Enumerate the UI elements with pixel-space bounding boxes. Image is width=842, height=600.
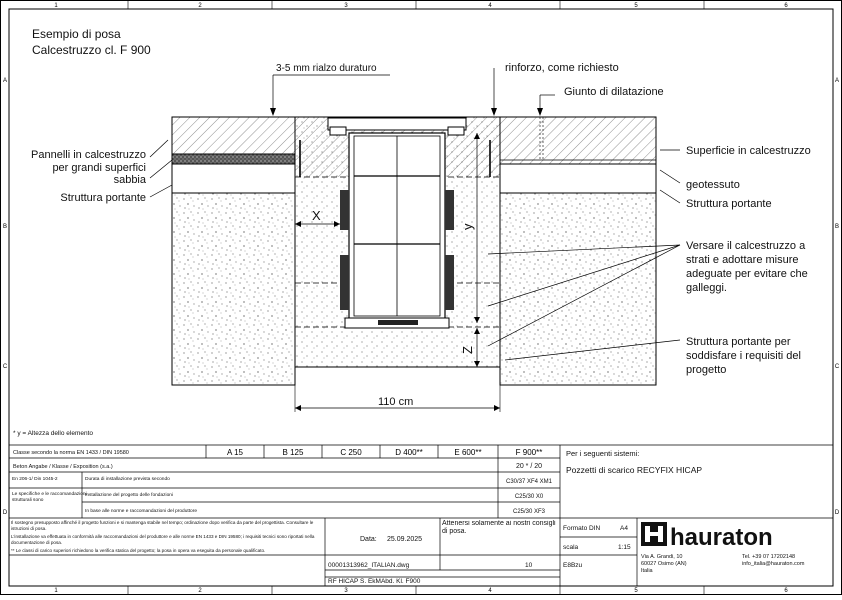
frame-col-4-bottom: 4 [488,588,492,594]
phone: Tel. +39 07 17202148 [742,554,796,560]
sheet-code: E8Bzu [563,562,583,569]
footnote: * y = Altezza dello elemento [13,430,94,437]
left-ground [172,117,295,385]
concrete-3: C25/30 XF3 [512,509,546,515]
frame-row-A-left: A [2,78,8,84]
format-value: A4 [620,525,628,532]
dim-y-label: y [460,223,475,230]
notes-3: ** Le classi di carico superiori richiedono la verifica statica del progetto; la posa in opera va eseguita da personale qualificato. [11,548,266,554]
frame-col-6-top: 6 [784,3,788,9]
title-line-2: Calcestruzzo cl. F 900 [32,43,151,57]
doc-code: RF HICAP S. EkMAbd. Kl. F900 [328,578,421,585]
arrow-top-mid [491,108,497,116]
frame-col-5-top: 5 [634,3,638,9]
label-right-5a: Struttura portante per [686,336,791,348]
scale-label: scala [563,544,579,551]
label-right-3: Struttura portante [686,198,772,210]
class-cell: E 600** [454,448,482,457]
scale-value: 1:15 [618,544,631,551]
class-cell: D 400** [395,448,423,457]
label-right-4b: strati e adottare misure [686,254,799,266]
date-value: 25.09.2025 [387,536,423,543]
frame-col-3-bottom: 3 [344,588,348,594]
address-3: Italia [641,568,653,574]
width-dim-label: 110 cm [378,396,414,408]
arrow-top-right [537,108,543,116]
class-header: Classe secondo la norma EN 1433 / DIN 19580 [13,450,129,456]
svg-text:hauraton: hauraton [670,524,773,551]
frame-row-C-right: C [834,364,840,370]
row2-value: 20 * / 20 [515,463,543,470]
doc-number: 00001313962_ITALIAN.dwg [328,562,410,569]
right-ground [500,117,656,385]
for-systems: Per i seguenti sistemi: [566,449,640,458]
label-left-1a: Pannelli in calcestruzzo [31,149,146,161]
label-top-right: Giunto di dilatazione [564,86,664,98]
frame-row-D-right: D [834,510,840,516]
label-right-1: Superficie in calcestruzzo [686,145,811,157]
label-right-4c: adeguate per evitare che [686,268,808,280]
frame-row-B-left: B [2,224,8,230]
label-right-5c: progetto [686,364,727,376]
frame-row-C-left: C [2,364,8,370]
frame-col-1-bottom: 1 [54,588,58,594]
date-label: Data: [360,536,377,543]
concrete-2: C25/30 X0 [514,494,544,500]
label-right-4a: Versare il calcestruzzo a [686,240,806,252]
label-left-1b: per grandi superfici [52,162,146,174]
label-right-5b: soddisfare i requisiti del [686,350,801,362]
title-line-1: Esempio di posa [32,27,121,41]
doc-rev: 10 [525,562,533,569]
frame-col-5-bottom: 5 [634,588,638,594]
class-cell: C 250 [340,448,362,457]
email: info_italia@hauraton.com [742,561,805,567]
row-left-2: Le specifiche e le raccomandazioni [12,492,87,497]
address-2: 60027 Osimo (AN) [641,561,687,567]
row-mid-2: Installazione del progetto delle fondazioni [85,493,174,498]
label-left-3: Struttura portante [60,192,146,204]
row-mid-3: In base alle norme e raccomandazioni del produttore [85,509,197,514]
hauraton-logo [641,522,773,551]
dim-z-label: Z [460,346,475,354]
label-top-left: 3-5 mm rialzo duraturo [276,63,377,74]
product-name: Pozzetti di scarico RECYFIX HICAP [566,465,703,475]
row2-label: Beton Angabe / Klasse / Exposition (s.a.) [13,464,113,470]
frame-col-2-bottom: 2 [198,588,202,594]
label-right-2: geotessuto [686,179,740,191]
class-cell: B 125 [282,448,304,457]
row-left-3: strutturali sono [12,498,44,503]
address-1: Via A. Grandi, 10 [641,554,683,560]
class-cells [227,448,542,457]
notes-1: Il sostegno presupposto affinché il progetto funzioni e si mantenga stabile nel tempo; ordinazione dopo verifica da parte del progettista. Consultare le istruzioni di posa. [11,520,314,531]
frame-col-3-top: 3 [344,3,348,9]
frame-col-1-top: 1 [54,3,58,9]
arrow-top-left [270,108,276,116]
class-cell: F 900** [515,448,543,457]
class-cell: A 15 [226,448,244,457]
row-mid-1: Durata di installazione prevista secondo [85,477,170,482]
label-right-4d: galleggi. [686,282,727,294]
label-left-2: sabbia [113,174,146,186]
row-left-1: En 206-1/ Din 1045-2 [12,477,58,482]
frame-row-A-right: A [834,78,840,84]
drain-body [328,118,466,328]
dim-x-label: X [312,208,321,223]
format-label: Formato DIN [563,525,601,532]
frame-col-6-bottom: 6 [784,588,788,594]
frame-col-4-top: 4 [488,3,492,9]
notes-2: L'installazione va effettuata in conformità alle raccomandazioni del produttore e alle norme EN 1433 e DIN 19580; i requisiti tecnici sono riportati nella documentazione di posa. [11,534,315,545]
frame-row-D-left: D [2,510,8,516]
frame-col-2-top: 2 [198,3,202,9]
concrete-1: C30/37 XF4 XM1 [505,479,553,485]
attention-note: Attenersi solamente ai nostri consigli di posa. [442,520,556,535]
frame-row-B-right: B [834,224,840,230]
label-top-mid: rinforzo, come richiesto [505,62,619,74]
